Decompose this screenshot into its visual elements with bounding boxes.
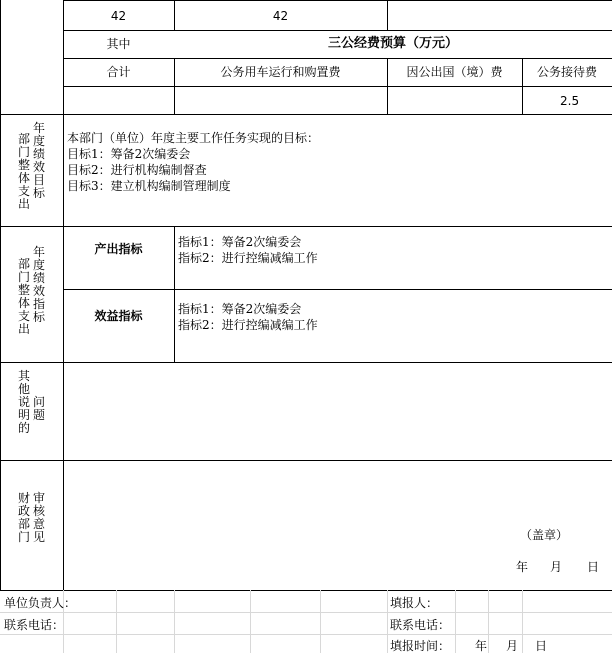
fill-month: 月 [506,639,519,653]
heji-label: 合计 [106,65,131,79]
qizhong-label: 其中 [106,37,131,51]
rule [0,0,1,590]
output-indicator-label: 产出指标 [94,242,143,256]
review-month: 月 [550,560,563,574]
value-b: 42 [272,9,289,23]
indicators-label-col1: 部门整体支出 [17,257,30,336]
contact-right-label: 联系电话： [390,618,451,632]
reception-cost-label: 公务接待费 [536,65,597,79]
benefit-indicator-line-2: 指标2：进行控编减编工作 [178,318,318,332]
rule [0,362,612,363]
footer-rule [522,590,523,653]
rule [0,590,612,591]
footer-rule [174,590,175,653]
rule [63,0,64,590]
rule [0,114,612,115]
car-cost-label: 公务用车运行和购置费 [220,65,341,79]
review-year: 年 [516,560,529,574]
footer-rule [488,590,489,653]
review-label-col2: 审核意见 [32,491,45,544]
rule [63,289,612,290]
filler-label: 填报人： [390,596,439,610]
contact-left-label: 联系电话： [4,618,65,632]
rule [174,226,175,363]
fill-time-label: 填报时间： [390,639,451,653]
goals-label-col1: 部门整体支出 [17,132,30,211]
footer-rule [0,612,612,613]
rule [63,0,612,1]
rule [63,30,612,31]
footer-rule [387,590,388,653]
rule [387,0,388,31]
benefit-indicator-label: 效益指标 [94,309,143,323]
other-label-col1: 其他说明的 [17,369,30,435]
output-indicator-line-1: 指标1：筹备2次编委会 [178,235,302,249]
rule [0,460,612,461]
goals-line-3: 目标2：进行机构编制督查 [67,163,207,177]
footer-rule [455,590,456,653]
footer-rule [320,590,321,653]
other-label-col2: 问题 [32,395,45,422]
rule [63,86,612,87]
benefit-indicator-line-1: 指标1：筹备2次编委会 [178,302,302,316]
review-day: 日 [587,560,600,574]
rule [63,58,612,59]
sangong-title: 三公经费预算（万元） [327,36,458,51]
review-label-col1: 财政部门 [17,491,30,544]
output-indicator-line-2: 指标2：进行控编减编工作 [178,251,318,265]
rule [0,226,612,227]
goals-line-4: 目标3：建立机构编制管理制度 [67,179,231,193]
indicators-label-col2: 年度绩效指标 [32,245,45,324]
goals-line-2: 目标1：筹备2次编委会 [67,147,191,161]
footer-rule [0,634,612,635]
goals-line-1: 本部门（单位）年度主要工作任务实现的目标： [67,131,320,145]
value-a: 42 [110,9,127,23]
unit-head-label: 单位负责人： [4,596,77,610]
footer-rule [250,590,251,653]
reception-cost-value: 2.5 [560,94,580,108]
fill-day: 日 [535,639,548,653]
goals-label-col2: 年度绩效目标 [32,121,45,200]
abroad-cost-label: 因公出国（境）费 [406,65,503,79]
footer-rule [116,590,117,653]
seal-label: （盖章） [520,528,569,542]
fill-year: 年 [475,639,488,653]
